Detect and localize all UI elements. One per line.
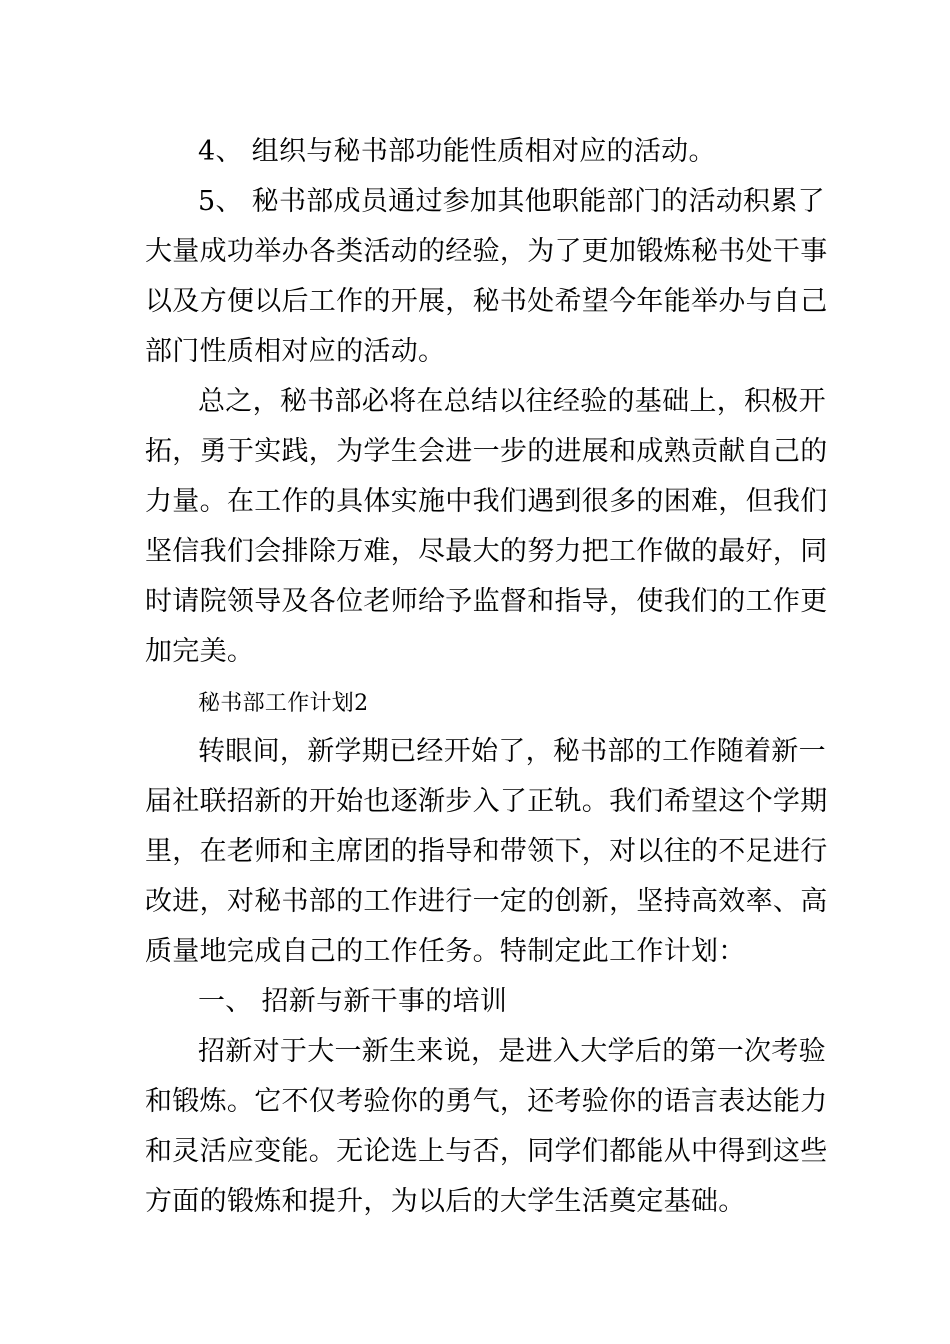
list-item-5-line: 以及方便以后工作的开展，秘书处希望今年能举办与自己 — [145, 286, 828, 317]
list-item-5-line: 部门性质相对应的活动。 — [145, 336, 446, 367]
conclusion-line: 坚信我们会排除万难，尽最大的努力把工作做的最好，同 — [145, 536, 828, 567]
intro-line: 改进，对秘书部的工作进行一定的创新，坚持高效率、高 — [145, 886, 828, 917]
intro-line: 质量地完成自己的工作任务。特制定此工作计划： — [145, 936, 746, 967]
intro-line: 届社联招新的开始也逐渐步入了正轨。我们希望这个学期 — [145, 786, 828, 817]
conclusion-line: 加完美。 — [145, 636, 255, 667]
recruit-line: 方面的锻炼和提升，为以后的大学生活奠定基础。 — [145, 1186, 746, 1217]
conclusion-line: 拓，勇于实践，为学生会进一步的进展和成熟贡献自己的 — [145, 436, 828, 467]
list-item-4: 4、 组织与秘书部功能性质相对应的活动。 — [198, 136, 716, 167]
heading-recruitment: 一、 招新与新干事的培训 — [198, 986, 508, 1017]
list-item-5-line: 5、 秘书部成员通过参加其他职能部门的活动积累了 — [198, 186, 825, 217]
recruit-line: 和灵活应变能。无论选上与否，同学们都能从中得到这些 — [145, 1136, 828, 1167]
recruit-line: 和锻炼。它不仅考验你的勇气，还考验你的语言表达能力 — [145, 1086, 828, 1117]
conclusion-line: 总之，秘书部必将在总结以往经验的基础上，积极开 — [198, 386, 826, 417]
recruit-line: 招新对于大一新生来说，是进入大学后的第一次考验 — [198, 1036, 826, 1067]
section-title: 秘书部工作计划2 — [198, 691, 369, 716]
conclusion-line: 力量。在工作的具体实施中我们遇到很多的困难，但我们 — [145, 486, 828, 517]
conclusion-line: 时请院领导及各位老师给予监督和指导，使我们的工作更 — [145, 586, 828, 617]
intro-line: 里，在老师和主席团的指导和带领下，对以往的不足进行 — [145, 836, 828, 867]
list-item-5-line: 大量成功举办各类活动的经验，为了更加锻炼秘书处干事 — [145, 236, 828, 267]
intro-line: 转眼间，新学期已经开始了，秘书部的工作随着新一 — [198, 736, 826, 767]
